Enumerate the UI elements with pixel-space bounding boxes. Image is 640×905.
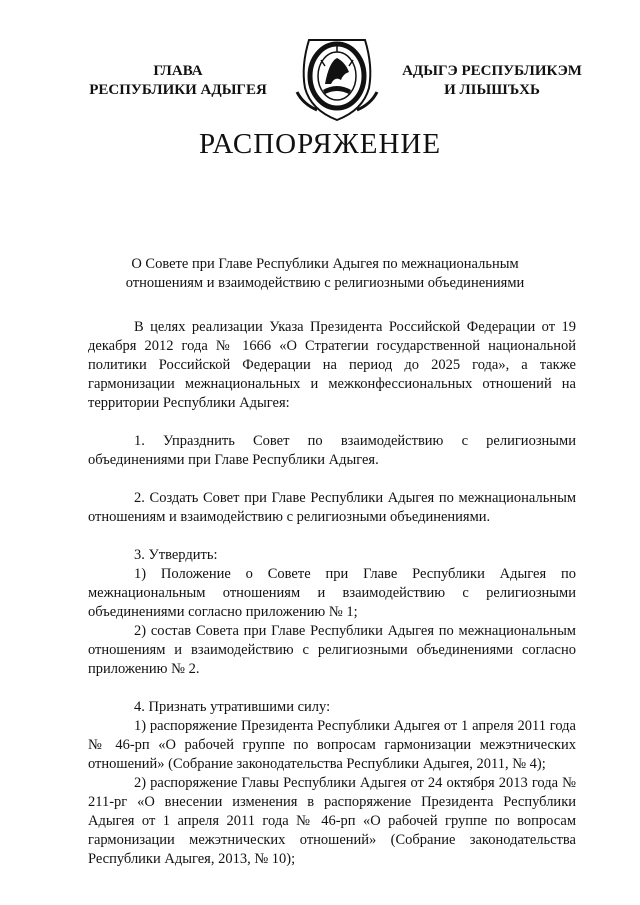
item-3-2: 2) состав Совета при Главе Республики Адыгея по межнациональным отношениям и взаимодействию с религиозными объединениями согласно приложению № 2. xyxy=(88,623,576,677)
document-title: РАСПОРЯЖЕНИЕ xyxy=(198,128,442,160)
issuer-line: АДЫГЭ РЕСПУБЛИКЭМ xyxy=(402,63,582,79)
coat-of-arms-icon xyxy=(287,32,387,124)
item-3-1: 1) Положение о Совете при Главе Республики Адыгея по межнациональным отношениям и взаимодействию с религиозными объединениями согласно приложению № 1; xyxy=(88,566,576,620)
item-4-1: 1) распоряжение Президента Республики Адыгея от 1 апреля 2011 года № 46-рп «О рабочей группе по вопросам гармонизации межэтнических отношений» (Собрание законодательства Республики Адыгея, 2011, № 4); xyxy=(88,718,576,772)
item-1: 1. Упразднить Совет по взаимодействию с религиозными объединениями при Главе Республики Адыгея. xyxy=(88,433,576,468)
preamble-paragraph: В целях реализации Указа Президента Российской Федерации от 19 декабря 2012 года № 1666 «О Стратегии государственной национальной политики Российской Федерации на период до 2025 года», а также гармонизации межнациональных и межконфессиональных отношений на территории Республики Адыгея: xyxy=(88,319,576,411)
subject-line: О Совете при Главе Республики Адыгея по межнациональным xyxy=(131,256,519,272)
item-4-2: 2) распоряжение Главы Республики Адыгея от 24 октября 2013 года № 211-рг «О внесении изменения в распоряжение Президента Республики Адыгея от 1 апреля 2011 года № 46-рп «О рабочей группе по вопросам гармонизации межэтнических отношений» (Собрание законодательства Республики Адыгея, 2013, № 10); xyxy=(88,775,576,867)
document-subject xyxy=(110,255,540,293)
item-2: 2. Создать Совет при Главе Республики Адыгея по межнациональным отношениям и взаимодействию с религиозными объединениями. xyxy=(88,490,576,525)
issuer-line: ГЛАВА xyxy=(153,63,203,79)
issuer-header-russian xyxy=(78,62,278,100)
subject-line: отношениям и взаимодействию с религиозными объединениями xyxy=(125,275,525,291)
issuer-header-adyghe xyxy=(392,62,592,100)
document-body xyxy=(88,318,576,869)
item-3: 3. Утвердить: xyxy=(134,547,218,563)
item-4: 4. Признать утратившими силу: xyxy=(134,699,331,715)
issuer-line: И ЛІЫШЪХЬ xyxy=(444,82,540,98)
issuer-line: РЕСПУБЛИКИ АДЫГЕЯ xyxy=(89,82,267,98)
